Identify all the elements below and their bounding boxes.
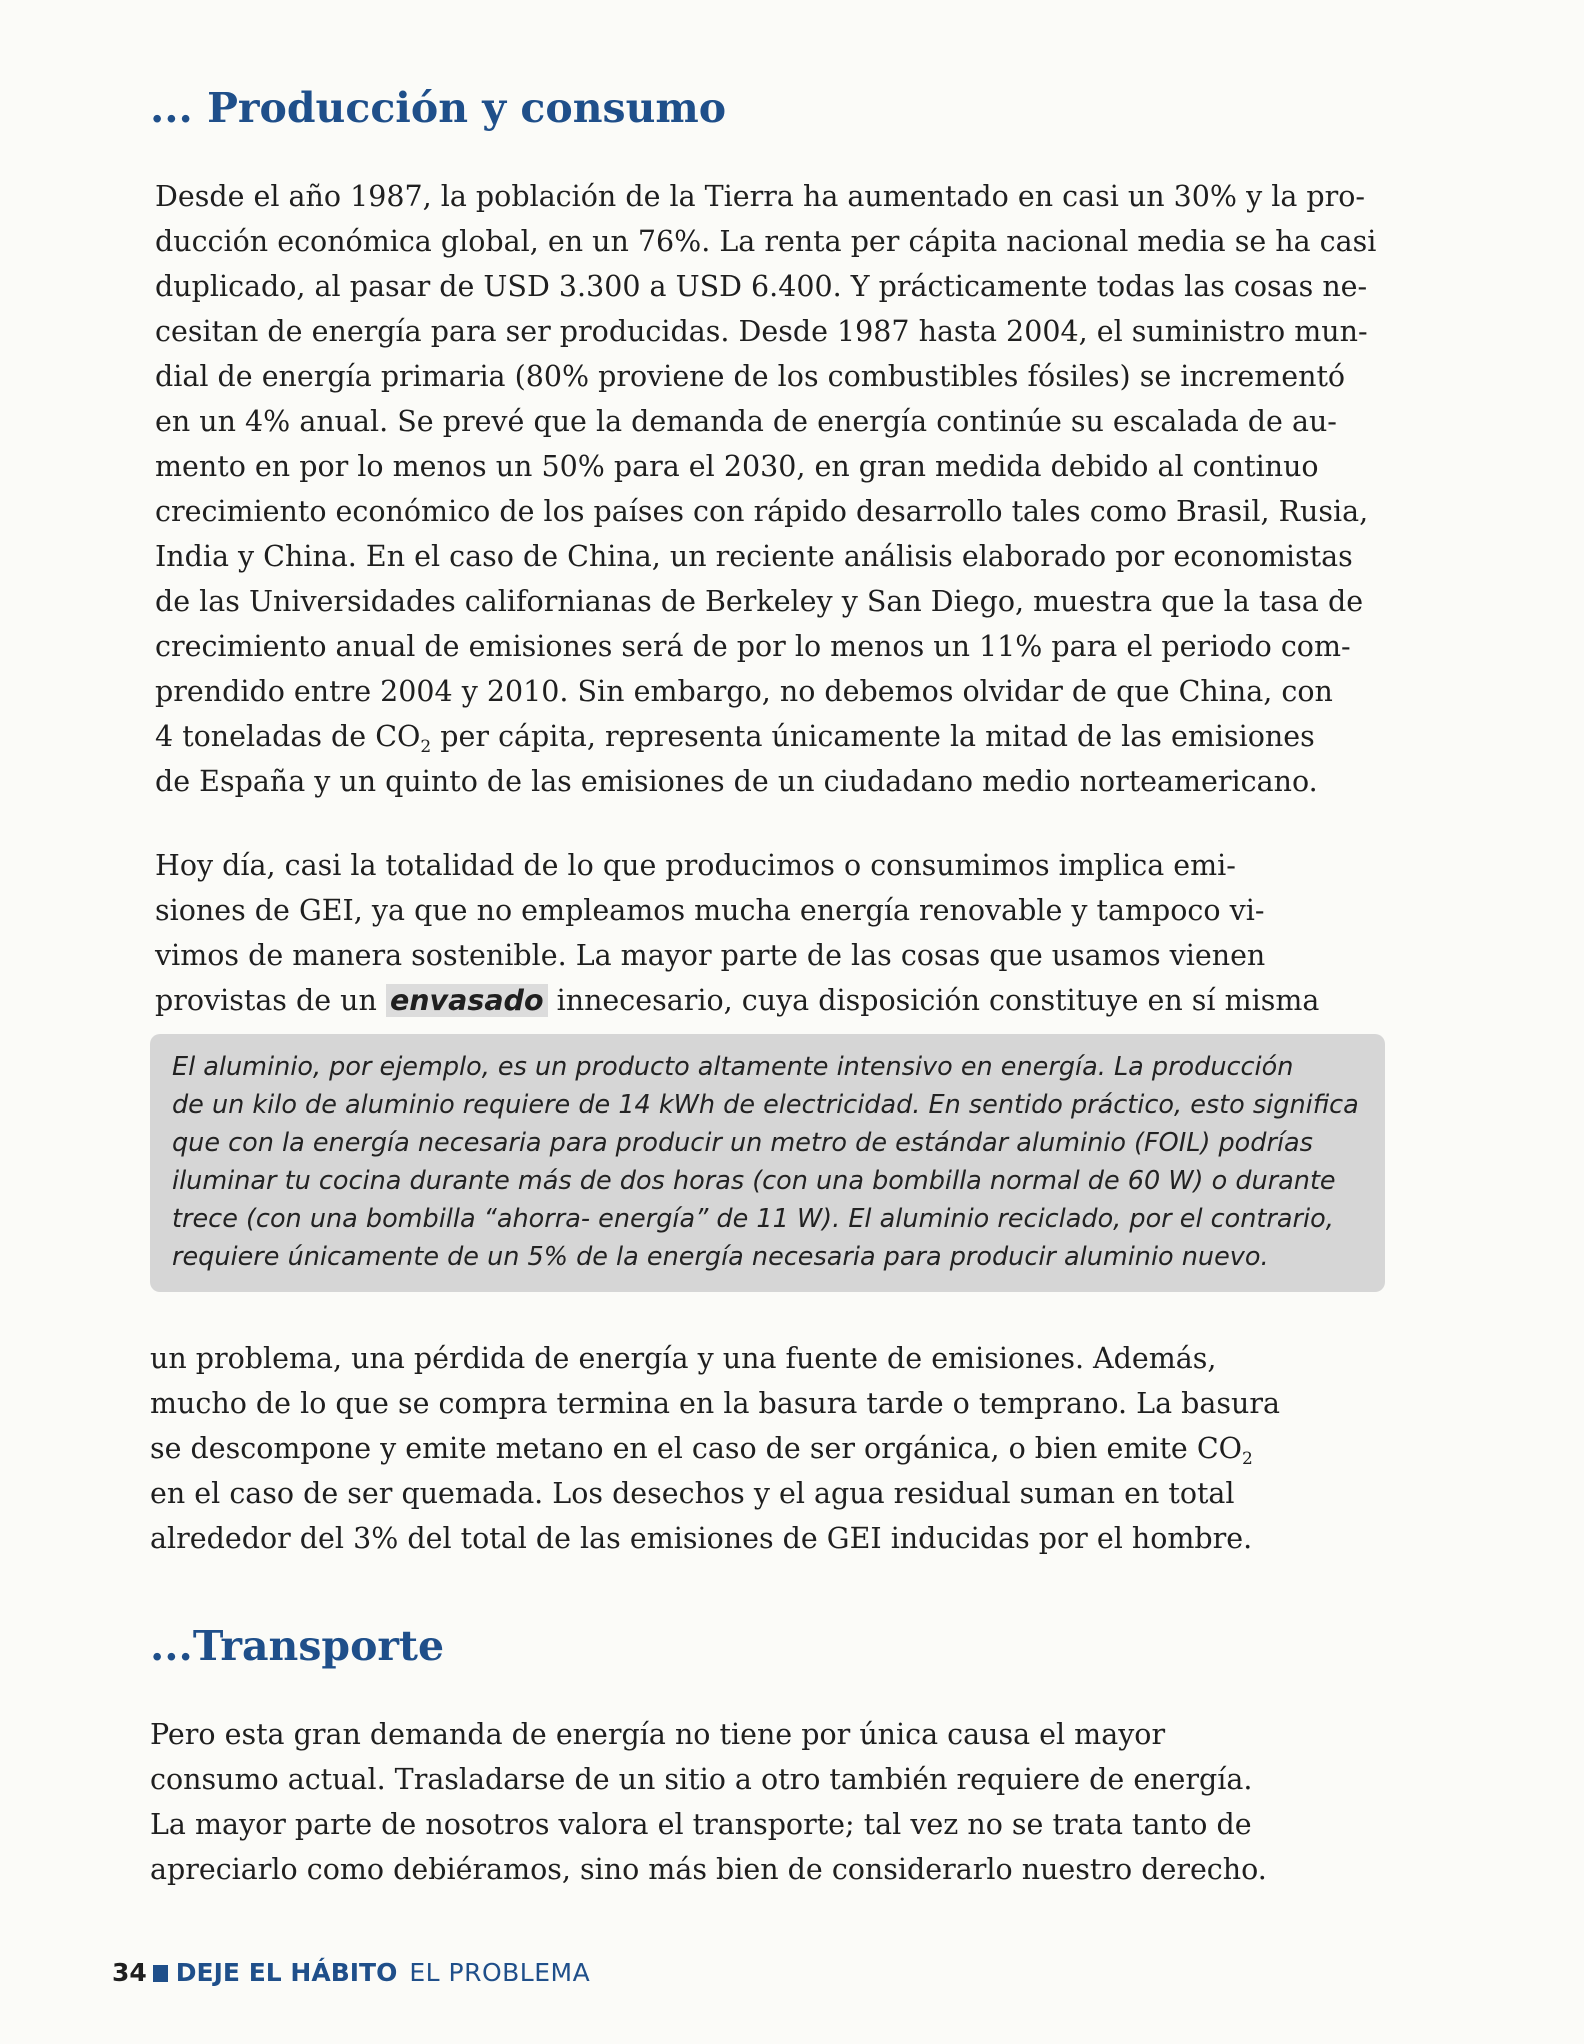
keyword-envasado: envasado [386,984,548,1017]
text-line: Pero esta gran demanda de energía no tiene por única causa el mayor [150,1718,1166,1751]
text-segment: 4 toneladas de CO [155,720,421,753]
text-line: de España y un quinto de las emisiones de un ciudadano medio norteamericano. [155,765,1318,798]
section-heading-produccion: ... Producción y consumo [150,84,727,132]
text-line: Hoy día, casi la totalidad de lo que producimos o consumimos implica emi- [155,849,1236,882]
text-line-keyword [155,978,1385,1023]
text-line: mento en por lo menos un 50% para el 2030, en gran medida debido al continuo [155,450,1319,483]
text-segment: per cápita, representa únicamente la mitad de las emisiones [431,720,1315,753]
square-bullet-icon [153,1965,168,1982]
paragraph-3 [150,1336,1385,1561]
text-line: dial de energía primaria (80% proviene de los combustibles fósiles) se incrementó [155,360,1346,393]
text-line: apreciarlo como debiéramos, sino más bien de considerarlo nuestro derecho. [150,1853,1267,1886]
text-segment: se descompone y emite metano en el caso de ser orgánica, o bien emite CO [150,1432,1243,1465]
subscript: 2 [420,737,432,757]
text-line: cesitan de energía para ser producidas. Desde 1987 hasta 2004, el suministro mun- [155,315,1368,348]
section-heading-transporte: ...Transporte [150,1622,445,1670]
callout-line: que con la energía necesaria para producir un metro de estándar aluminio (FOIL) podrías [172,1128,1313,1158]
text-segment: provistas de un [155,984,386,1017]
text-line: de las Universidades californianas de Berkeley y San Diego, muestra que la tasa de [155,585,1364,618]
text-line: vimos de manera sostenible. La mayor parte de las cosas que usamos vienen [155,939,1266,972]
text-line-co2 [155,714,1385,759]
text-line: prendido entre 2004 y 2010. Sin embargo, no debemos olvidar de que China, con [155,675,1333,708]
page-footer [112,1958,590,1987]
text-line: duplicado, al pasar de USD 3.300 a USD 6.400. Y prácticamente todas las cosas ne- [155,270,1368,303]
text-line: en el caso de ser quemada. Los desechos y el agua residual suman en total [150,1477,1235,1510]
page-number: 34 [112,1958,147,1987]
text-line: India y China. En el caso de China, un reciente análisis elaborado por economistas [155,540,1353,573]
text-line: crecimiento anual de emisiones será de por lo menos un 11% para el periodo com- [155,630,1351,663]
callout-text [172,1048,1362,1276]
text-segment: innecesario, cuya disposición constituye en sí misma [547,984,1320,1017]
text-line: ducción económica global, en un 76%. La renta per cápita nacional media se ha casi [155,225,1377,258]
paragraph-1 [155,174,1385,804]
callout-line: iluminar tu cocina durante más de dos horas (con una bombilla normal de 60 W) o durante [172,1166,1336,1196]
text-line: consumo actual. Trasladarse de un sitio a otro también requiere de energía. [150,1763,1253,1796]
text-line: siones de GEI, ya que no empleamos mucha energía renovable y tampoco vi- [155,894,1265,927]
text-line-co2 [150,1426,1385,1471]
footer-brand: DEJE EL HÁBITO [175,1958,398,1987]
text-line: crecimiento económico de los países con rápido desarrollo tales como Brasil, Rusia, [155,495,1369,528]
text-line: mucho de lo que se compra termina en la basura tarde o temprano. La basura [150,1387,1280,1420]
text-line: en un 4% anual. Se prevé que la demanda de energía continúe su escalada de au- [155,405,1337,438]
callout-line: El aluminio, por ejemplo, es un producto altamente intensivo en energía. La producción [172,1052,1294,1082]
text-line: La mayor parte de nosotros valora el transporte; tal vez no se trata tanto de [150,1808,1252,1841]
text-line: alrededor del 3% del total de las emisiones de GEI inducidas por el hombre. [150,1522,1253,1555]
text-line: un problema, una pérdida de energía y una fuente de emisiones. Además, [150,1342,1217,1375]
text-line: Desde el año 1987, la población de la Tierra ha aumentado en casi un 30% y la pro- [155,180,1366,213]
callout-line: requiere únicamente de un 5% de la energía necesaria para producir aluminio nuevo. [172,1242,1269,1272]
subscript: 2 [1242,1449,1253,1469]
paragraph-2 [155,843,1385,1023]
callout-line: de un kilo de aluminio requiere de 14 kWh de electricidad. En sentido práctico, esto significa [172,1090,1359,1120]
footer-section: EL PROBLEMA [409,1958,591,1987]
callout-line: trece (con una bombilla “ahorra- energía” de 11 W). El aluminio reciclado, por el contrario, [172,1204,1334,1234]
paragraph-transporte [150,1712,1385,1892]
